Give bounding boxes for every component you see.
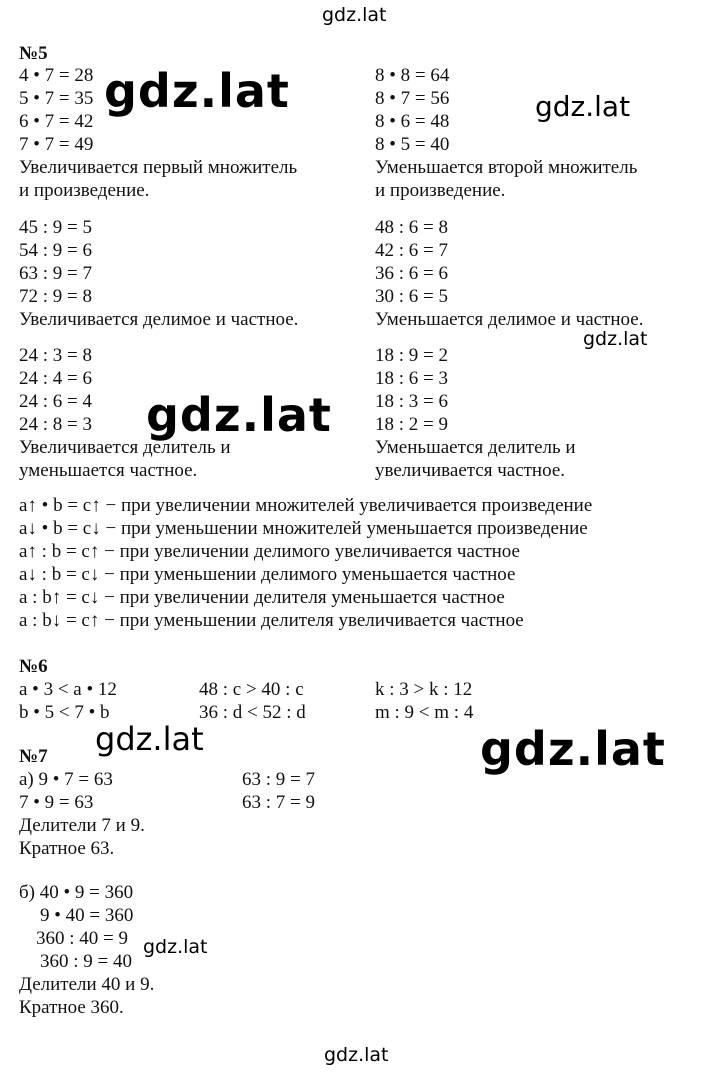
watermark: gdz.lat	[480, 722, 666, 776]
watermark: gdz.lat	[95, 720, 204, 758]
task7-line: а) 9 • 7 = 63	[19, 769, 113, 790]
task7-line: 7 • 9 = 63	[19, 792, 94, 813]
task5-left-line: уменьшается частное.	[19, 460, 198, 481]
task5-left-line: 4 • 7 = 28	[19, 65, 94, 86]
task7-note: Делители 7 и 9.	[19, 815, 145, 836]
task7-line: 9 • 40 = 360	[40, 905, 134, 926]
task6-cell: b • 5 < 7 • b	[19, 702, 110, 723]
task5-rule: a : b↓ = c↑ − при уменьшении делителя увеличивается частное	[19, 610, 524, 631]
watermark: gdz.lat	[322, 4, 387, 26]
watermark: gdz.lat	[143, 936, 208, 958]
task6-cell: a • 3 < a • 12	[19, 679, 117, 700]
task5-right-line: 8 • 6 = 48	[375, 111, 450, 132]
task5-rule: a↑ : b = c↑ − при увеличении делимого увеличивается частное	[19, 541, 520, 562]
task5-right-line: 8 • 7 = 56	[375, 88, 450, 109]
task5-rule: a : b↑ = c↓ − при увеличении делителя уменьшается частное	[19, 587, 505, 608]
task5-left-line: Увеличивается делитель и	[19, 437, 231, 458]
task5-right-line: увеличивается частное.	[375, 460, 566, 481]
task5-left-line: 45 : 9 = 5	[19, 217, 92, 238]
task5-left-line: 63 : 9 = 7	[19, 263, 92, 284]
task5-heading: №5	[19, 43, 48, 64]
task7-line: б) 40 • 9 = 360	[19, 882, 134, 903]
task5-left-line: 7 • 7 = 49	[19, 134, 94, 155]
task6-cell: 48 : c > 40 : c	[199, 679, 304, 700]
task7-line: 63 : 9 = 7	[242, 769, 315, 790]
task5-left-line: 24 : 8 = 3	[19, 414, 92, 435]
task5-right-line: 30 : 6 = 5	[375, 286, 448, 307]
task5-left-line: Увеличивается первый множитель	[19, 157, 298, 178]
task5-right-line: 18 : 6 = 3	[375, 368, 448, 389]
task5-right-line: 36 : 6 = 6	[375, 263, 448, 284]
task6-cell: 36 : d < 52 : d	[199, 702, 306, 723]
task5-rule: a↓ : b = c↓ − при уменьшении делимого уменьшается частное	[19, 564, 516, 585]
task5-left-line: 5 • 7 = 35	[19, 88, 94, 109]
task5-right-line: Уменьшается делимое и частное.	[375, 309, 644, 330]
watermark: gdz.lat	[104, 64, 290, 118]
task7-note: Кратное 63.	[19, 838, 115, 859]
task7-line: 360 : 9 = 40	[40, 951, 132, 972]
watermark: gdz.lat	[324, 1044, 389, 1066]
task5-right-line: 8 • 5 = 40	[375, 134, 450, 155]
task5-right-line: 18 : 2 = 9	[375, 414, 448, 435]
task5-right-line: 18 : 3 = 6	[375, 391, 448, 412]
watermark: gdz.lat	[146, 388, 332, 442]
task5-rule: a↓ • b = c↓ − при уменьшении множителей уменьшается произведение	[19, 518, 588, 539]
task5-right-line: 42 : 6 = 7	[375, 240, 448, 261]
watermark: gdz.lat	[535, 90, 631, 123]
task7-heading: №7	[19, 746, 48, 767]
task6-cell: m : 9 < m : 4	[375, 702, 474, 723]
task7-line: 360 : 40 = 9	[36, 928, 128, 949]
task7-line: 63 : 7 = 9	[242, 792, 315, 813]
task5-left-line: 24 : 4 = 6	[19, 368, 92, 389]
task5-left-line: 6 • 7 = 42	[19, 111, 94, 132]
watermark: gdz.lat	[583, 328, 648, 350]
task5-right-line: 18 : 9 = 2	[375, 345, 448, 366]
task5-rule: a↑ • b = c↑ − при увеличении множителей увеличивается произведение	[19, 495, 593, 516]
task6-cell: k : 3 > k : 12	[375, 679, 473, 700]
task5-right-line: 8 • 8 = 64	[375, 65, 450, 86]
task5-left-line: 24 : 6 = 4	[19, 391, 92, 412]
task5-left-line: Увеличивается делимое и частное.	[19, 309, 299, 330]
task5-left-line: и произведение.	[19, 180, 150, 201]
task5-left-line: 24 : 3 = 8	[19, 345, 92, 366]
task7-note: Делители 40 и 9.	[19, 974, 155, 995]
task7-note: Кратное 360.	[19, 997, 124, 1018]
task5-right-line: 48 : 6 = 8	[375, 217, 448, 238]
task5-left-line: 72 : 9 = 8	[19, 286, 92, 307]
task5-left-line: 54 : 9 = 6	[19, 240, 92, 261]
task5-right-line: Уменьшается второй множитель	[375, 157, 638, 178]
task6-heading: №6	[19, 656, 48, 677]
task5-right-line: Уменьшается делитель и	[375, 437, 576, 458]
task5-right-line: и произведение.	[375, 180, 506, 201]
